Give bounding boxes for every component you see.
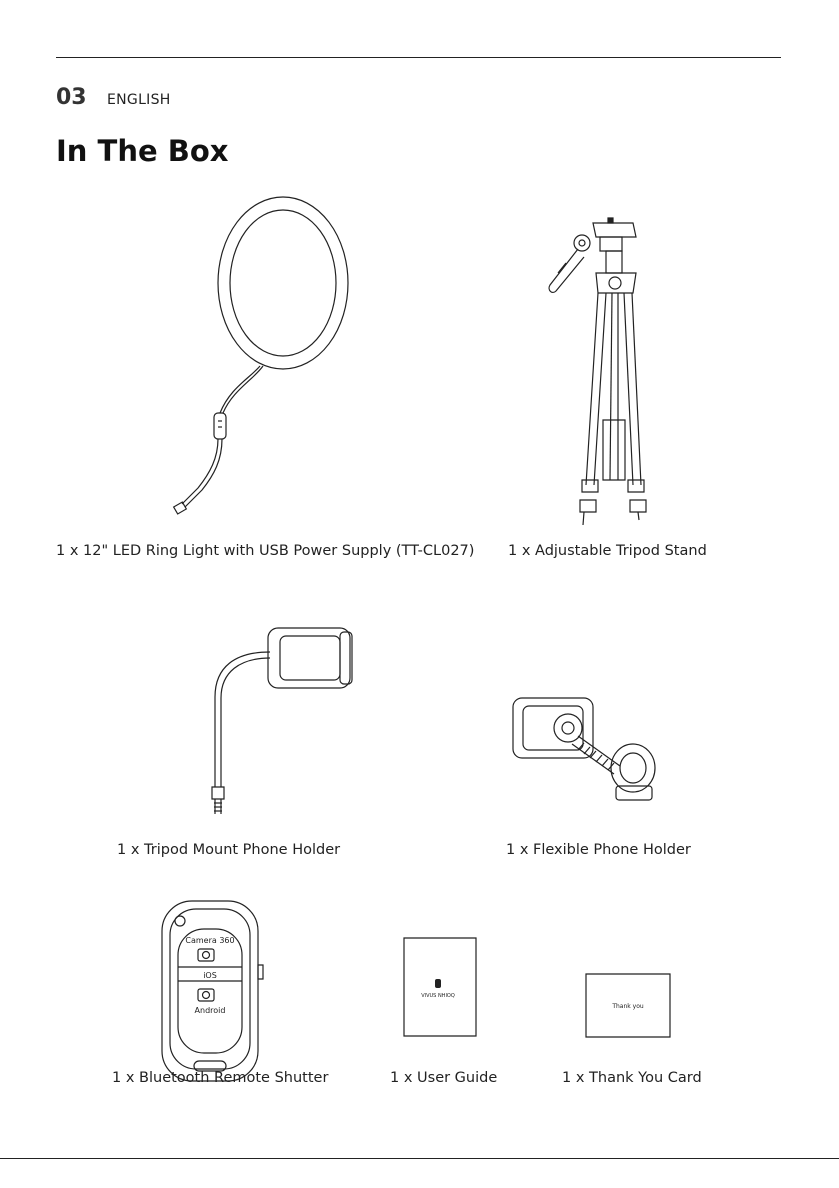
remote-ios-label: iOS <box>203 971 217 980</box>
card-text: Thank you <box>612 1003 644 1010</box>
flexible-phone-holder-illustration <box>508 688 668 808</box>
tripod-stand-illustration <box>538 215 648 530</box>
caption-flexible-phone-holder: 1 x Flexible Phone Holder <box>506 842 691 858</box>
remote-android-label: Android <box>194 1006 226 1015</box>
tripod-phone-holder-illustration <box>195 622 365 817</box>
guide-brand-label: VIVUS NHIOQ <box>421 993 455 999</box>
caption-thank-you-card: 1 x Thank You Card <box>562 1070 702 1086</box>
caption-user-guide: 1 x User Guide <box>390 1070 498 1086</box>
page-title: In The Box <box>56 134 229 168</box>
page-number: 03 <box>56 85 87 110</box>
caption-tripod-stand: 1 x Adjustable Tripod Stand <box>508 543 707 559</box>
caption-ring-light: 1 x 12" LED Ring Light with USB Power Supply (TT-CL027) <box>56 543 475 559</box>
ring-light-illustration <box>160 188 360 528</box>
user-guide-illustration <box>403 937 479 1039</box>
caption-bluetooth-remote: 1 x Bluetooth Remote Shutter <box>112 1070 329 1086</box>
remote-camera-label: Camera 360 <box>185 936 235 945</box>
top-rule <box>56 57 781 58</box>
language-label: ENGLISH <box>107 92 171 108</box>
thank-you-card-illustration <box>585 973 671 1039</box>
bottom-rule <box>0 1158 839 1159</box>
caption-tripod-phone-holder: 1 x Tripod Mount Phone Holder <box>117 842 341 858</box>
bluetooth-remote-illustration <box>158 897 270 1087</box>
